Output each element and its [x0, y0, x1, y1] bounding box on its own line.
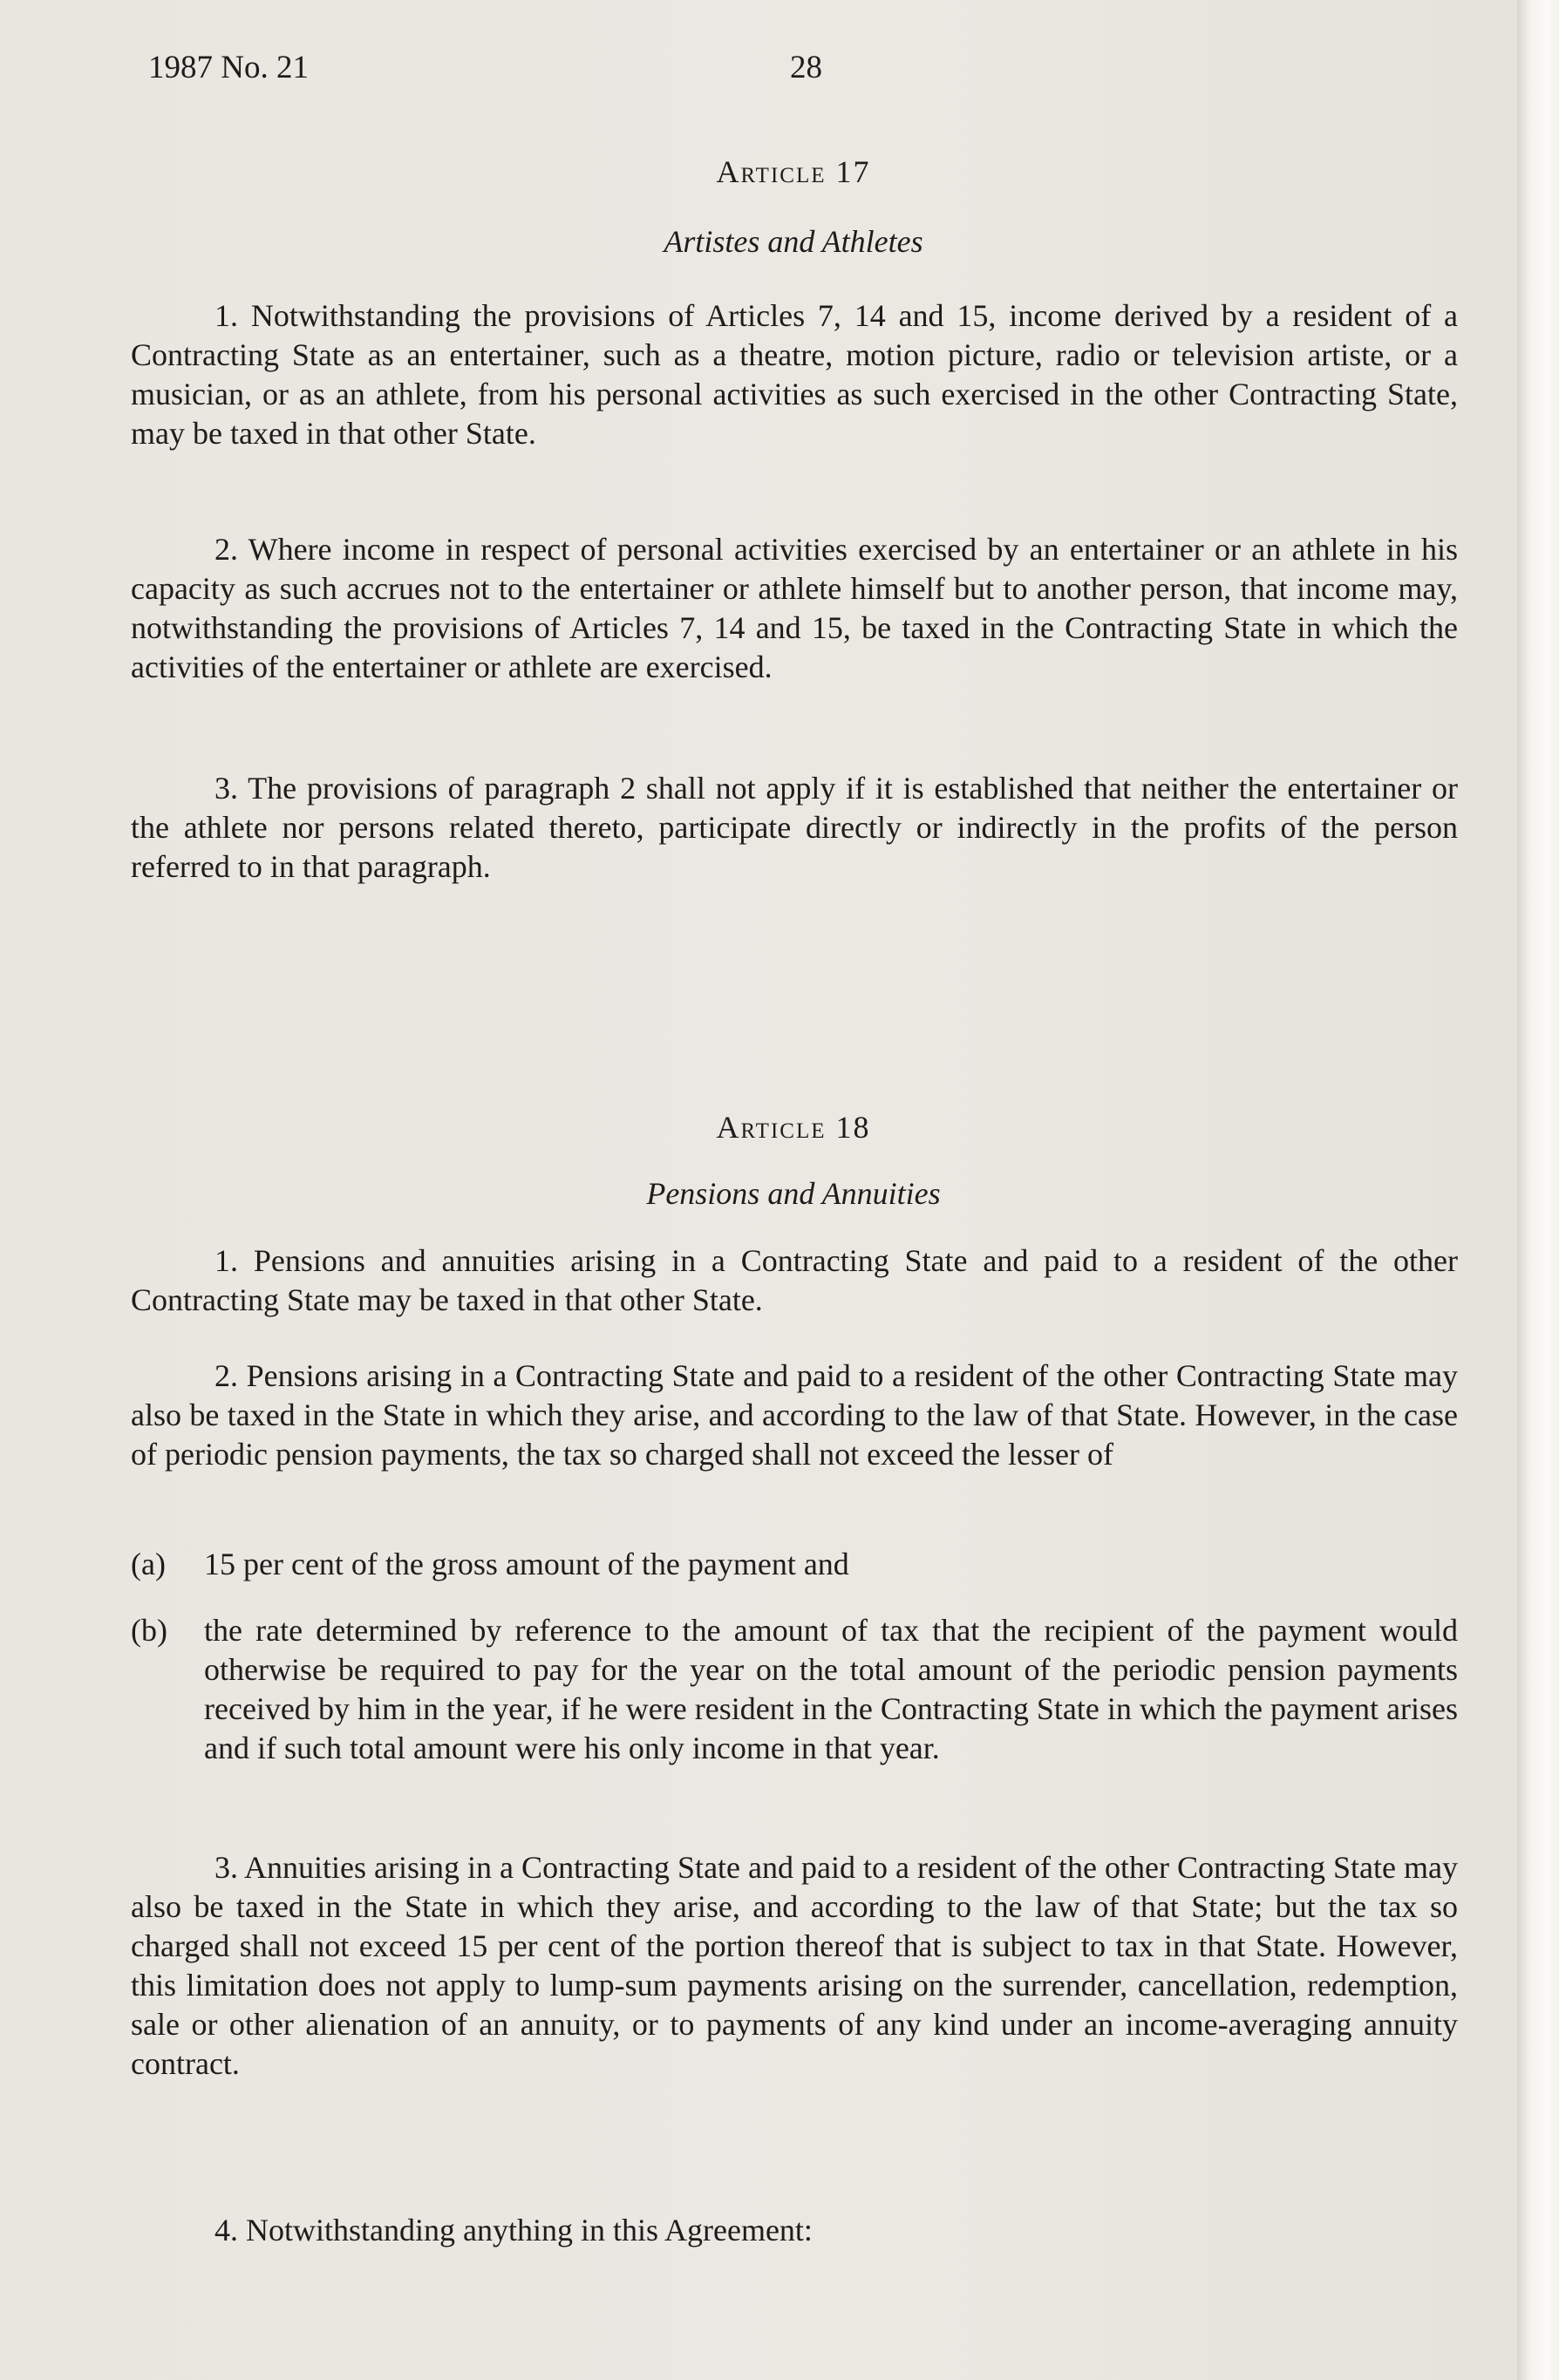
list-item-b: [131, 1611, 1458, 1768]
article-18-paragraph-3: 3. Annuities arising in a Contracting State and paid to a resident of the other Contracting State may also be taxed in the State in which they arise, and according to the law of that State; but the tax so charged shall not exceed 15 per cent of the portion thereof that is subject to tax in that State. However, this limitation does not apply to lump-sum payments arising on the surrender, cancellation, redemption, sale or other alienation of an annuity, or to payments of any kind under an income-averaging annuity contract.: [131, 1850, 1458, 2081]
page-binding-edge: [1517, 0, 1559, 2380]
article-17-paragraph-3: 3. The provisions of paragraph 2 shall not apply if it is established that neither the entertainer or the athlete nor persons related thereto, participate directly or indirectly in the profits of the person referred to in that paragraph.: [131, 771, 1458, 884]
list-item-label: (b): [131, 1613, 167, 1648]
article-17-subtitle: Artistes and Athletes: [664, 224, 923, 259]
page-header: [148, 49, 1456, 92]
article-18-paragraph-1: 1. Pensions and annuities arising in a Contracting State and paid to a resident of the other Contracting State may be taxed in that other State.: [131, 1243, 1458, 1317]
article-18-paragraph-2: 2. Pensions arising in a Contracting State and paid to a resident of the other Contracting State may also be taxed in the State in which they arise, and according to the law of that State. However, in the case of periodic pension payments, the tax so charged shall not exceed the lesser of: [131, 1358, 1458, 1472]
statute-reference: 1987 No. 21: [148, 50, 309, 85]
article-18-paragraph-4: 4. Notwithstanding anything in this Agreement:: [214, 2213, 813, 2247]
list-item-a: [131, 1545, 1458, 1584]
page-number: 28: [790, 50, 822, 85]
article-17-paragraph-2: 2. Where income in respect of personal activities exercised by an entertainer or an athlete in his capacity as such accrues not to the entertainer or athlete himself but to another person, that income may, notwithstanding the provisions of Articles 7, 14 and 15, be taxed in the Contracting State in which the activities of the entertainer or athlete are exercised.: [131, 532, 1458, 684]
article-17-paragraph-1: 1. Notwithstanding the provisions of Articles 7, 14 and 15, income derived by a resident of a Contracting State as an entertainer, such as a theatre, motion picture, radio or television artiste, or a musician, or as an athlete, from his personal activities as such exercised in the other Contracting State, may be taxed in that other State.: [131, 298, 1458, 451]
list-item-text: the rate determined by reference to the amount of tax that the recipient of the payment would otherwise be required to pay for the year on the total amount of the periodic pension payments received by him in the year, if he were resident in the Contracting State in which the payment arises and if such total amount were his only income in that year.: [204, 1613, 1458, 1765]
list-item-text: 15 per cent of the gross amount of the payment and: [204, 1547, 849, 1581]
list-item-label: (a): [131, 1547, 166, 1581]
article-17-heading: Article 17: [716, 154, 871, 189]
article-18-subtitle: Pensions and Annuities: [646, 1176, 941, 1211]
article-18-heading: Article 18: [716, 1110, 871, 1145]
